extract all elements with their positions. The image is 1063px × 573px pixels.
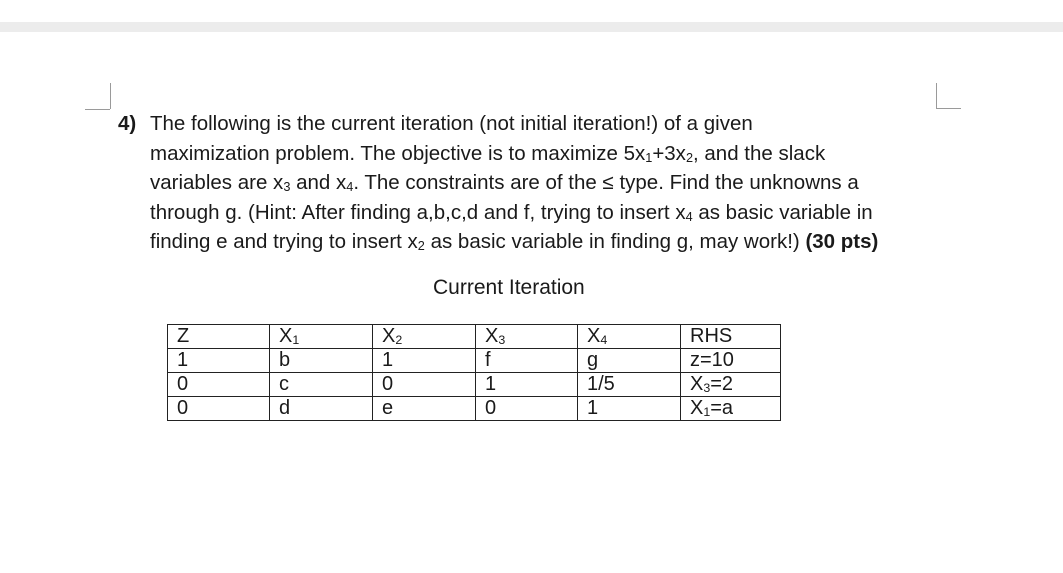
table-cell: $X_3=2$ — [681, 373, 781, 397]
text-segment: through g. (Hint: After finding a,b,c,d and f, trying to insert x — [150, 200, 686, 224]
text-segment: , and the slack — [693, 141, 826, 165]
question-line-1 — [150, 109, 948, 139]
table-cell: 0 — [168, 397, 270, 421]
table-cell: e — [373, 397, 476, 421]
header-cell-z — [168, 325, 270, 349]
text-segment: as basic variable in — [692, 200, 873, 224]
table-cell: c — [270, 373, 373, 397]
subscript: 3 — [283, 178, 291, 194]
header-cell-x3: $X_3$ — [476, 325, 578, 349]
margin-corner-mark-left-horizontal — [85, 109, 110, 110]
table-cell: 0 — [476, 397, 578, 421]
header-cell-x1: $X_1$ — [270, 325, 373, 349]
table-cell: g — [578, 349, 681, 373]
question-line-4 — [150, 198, 948, 228]
subscript: 2 — [685, 149, 694, 165]
header-cell-rhs — [681, 325, 781, 349]
table-cell: 0 — [373, 373, 476, 397]
text-segment: variables are x — [150, 171, 284, 194]
table-row — [168, 397, 781, 421]
text-segment: . The constraints are of the ≤ type. Find the unknowns a — [353, 171, 859, 194]
subscript: 4 — [346, 178, 354, 194]
subscript: 4 — [685, 208, 693, 224]
text-segment: finding e and trying to insert x — [150, 230, 418, 253]
table-cell: 1 — [168, 349, 270, 373]
margin-corner-mark-right — [936, 83, 937, 108]
question-paragraph — [118, 109, 948, 257]
text-segment: as basic variable in finding g, may work!) — [424, 230, 806, 253]
table-cell: 1 — [476, 373, 578, 397]
subscript: 2 — [417, 237, 425, 253]
table-row — [168, 349, 781, 373]
header-cell-x2: $X_2$ — [373, 325, 476, 349]
table-cell: 0 — [168, 373, 270, 397]
text-segment: and x — [290, 171, 347, 194]
header-cell-x4: $X_4$ — [578, 325, 681, 349]
question-number: 4) — [118, 112, 137, 135]
table-row — [168, 373, 781, 397]
window-top-band — [0, 22, 1063, 32]
simplex-tableau — [167, 324, 781, 421]
text-segment: +3x — [652, 141, 686, 165]
subscript: 1 — [645, 149, 653, 165]
table-cell: f — [476, 349, 578, 373]
table-cell: 1 — [373, 349, 476, 373]
table-cell: 1/5 — [578, 373, 681, 397]
text-segment: maximization problem. The objective is to maximize 5x — [150, 141, 646, 165]
table-cell: $X_1=a$ — [681, 397, 781, 421]
table-cell: b — [270, 349, 373, 373]
table-cell: z=10 — [681, 349, 781, 373]
table-caption: Current Iteration — [433, 276, 585, 299]
question-line-2 — [150, 139, 948, 169]
question-line-1-text: The following is the current iteration (not initial iteration!) of a given — [150, 112, 753, 135]
table-cell: 1 — [578, 397, 681, 421]
question-line-5 — [150, 227, 948, 257]
table-cell: d — [270, 397, 373, 421]
cell-text: Z — [177, 325, 190, 347]
question-line-3 — [150, 168, 948, 198]
cell-text: RHS — [690, 325, 733, 347]
points-label: (30 pts) — [805, 230, 879, 253]
margin-corner-mark-left — [110, 83, 111, 109]
table-header-row — [168, 325, 781, 349]
question-text — [150, 109, 948, 257]
